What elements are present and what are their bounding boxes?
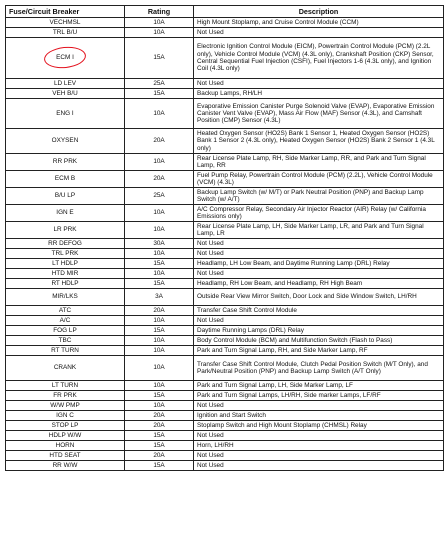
table-row — [6, 346, 444, 356]
fuse-description: Not Used — [194, 461, 444, 471]
fuse-description: Headlamp, RH Low Beam, and Headlamp, RH High Beam — [194, 279, 444, 289]
fuse-description: Backup Lamp Switch (w/ M/T) or Park Neutral Position (PNP) and Backup Lamp Switch (w/ A/T) — [194, 188, 444, 205]
fuse-description: Daytime Running Lamps (DRL) Relay — [194, 326, 444, 336]
fuse-description: Ignition and Start Switch — [194, 411, 444, 421]
table-row — [6, 99, 444, 129]
fuse-description: A/C Compressor Relay, Secondary Air Injector Reactor (AIR) Relay (w/ California Emissions only) — [194, 205, 444, 222]
table-row — [6, 381, 444, 391]
fuse-rating: 10A — [125, 205, 194, 222]
table-row — [6, 289, 444, 306]
header-description: Description — [194, 6, 444, 18]
fuse-name: TRL B/U — [6, 28, 125, 38]
table-row — [6, 411, 444, 421]
fuse-name: W/W PMP — [6, 401, 125, 411]
fuse-name-circled — [56, 54, 74, 61]
fuse-name: HDLP W/W — [6, 431, 125, 441]
fuse-name: ECM B — [6, 171, 125, 188]
fuse-description: Not Used — [194, 249, 444, 259]
fuse-rating: 25A — [125, 188, 194, 205]
fuse-description: Transfer Case Shift Control Module — [194, 306, 444, 316]
fuse-name: RR W/W — [6, 461, 125, 471]
fuse-description: High Mount Stoplamp, and Cruise Control Module (CCM) — [194, 18, 444, 28]
table-row — [6, 461, 444, 471]
fuse-table-body — [6, 18, 444, 471]
fuse-rating: 20A — [125, 171, 194, 188]
fuse-rating: 25A — [125, 79, 194, 89]
table-row — [6, 391, 444, 401]
fuse-name: ATC — [6, 306, 125, 316]
table-row — [6, 451, 444, 461]
table-row — [6, 239, 444, 249]
fuse-rating: 15A — [125, 326, 194, 336]
fuse-name: A/C — [6, 316, 125, 326]
fuse-description: Heated Oxygen Sensor (HO2S) Bank 1 Sensor 1, Heated Oxygen Sensor (HO2S) Bank 1 Sensor 2 (4.3L only), Heated Oxygen Sensor (HO2S) Bank 2 Sensor 1 (4.3L only) — [194, 129, 444, 154]
fuse-description: Park and Turn Signal Lamp, LH, Side Marker Lamp, LF — [194, 381, 444, 391]
fuse-name: HTD SEAT — [6, 451, 125, 461]
fuse-description: Not Used — [194, 269, 444, 279]
fuse-rating: 15A — [125, 441, 194, 451]
fuse-description: Park and Turn Signal Lamp, RH, and Side Marker Lamp, RF — [194, 346, 444, 356]
fuse-name-cell — [6, 38, 125, 79]
fuse-description: Rear License Plate Lamp, LH, Side Marker Lamp, LR, and Park and Turn Signal Lamp, LR — [194, 222, 444, 239]
table-row — [6, 336, 444, 346]
table-row — [6, 38, 444, 79]
fuse-rating: 10A — [125, 356, 194, 381]
fuse-rating: 15A — [125, 431, 194, 441]
fuse-rating: 15A — [125, 89, 194, 99]
fuse-table — [5, 5, 444, 471]
fuse-description: Backup Lamps, RH/LH — [194, 89, 444, 99]
fuse-rating: 10A — [125, 316, 194, 326]
table-row — [6, 79, 444, 89]
table-row — [6, 356, 444, 381]
table-row — [6, 441, 444, 451]
table-row — [6, 249, 444, 259]
fuse-description: Not Used — [194, 79, 444, 89]
fuse-rating: 10A — [125, 18, 194, 28]
fuse-description: Park and Turn Signal Lamps, LH/RH, Side marker Lamps, LF/RF — [194, 391, 444, 401]
fuse-rating: 3A — [125, 289, 194, 306]
fuse-description: Evaporative Emission Canister Purge Solenoid Valve (EVAP), Evaporative Emission Canister Vent Valve (EVAP), Mass Air Flow (MAF) Sensor (4.3L), and Camshaft Position (CMP) Sensor (4.3L) — [194, 99, 444, 129]
fuse-name: HORN — [6, 441, 125, 451]
table-row — [6, 129, 444, 154]
fuse-name: ECM I — [56, 54, 74, 62]
fuse-description: Transfer Case Shift Control Module, Clutch Pedal Position Switch (M/T Only), and Park/Neutral Position (PNP) and Backup Lamp Switch (A/T Only) — [194, 356, 444, 381]
table-row — [6, 316, 444, 326]
fuse-name: IGN C — [6, 411, 125, 421]
table-row — [6, 222, 444, 239]
table-row — [6, 421, 444, 431]
fuse-table-sheet — [5, 5, 443, 471]
header-fuse-circuit-breaker: Fuse/Circuit Breaker — [6, 6, 125, 18]
table-row — [6, 89, 444, 99]
table-row — [6, 171, 444, 188]
table-row — [6, 279, 444, 289]
fuse-name: RR DEFOG — [6, 239, 125, 249]
table-row — [6, 431, 444, 441]
table-row — [6, 205, 444, 222]
fuse-description: Not Used — [194, 28, 444, 38]
fuse-rating: 10A — [125, 346, 194, 356]
fuse-rating: 10A — [125, 269, 194, 279]
fuse-rating: 10A — [125, 154, 194, 171]
fuse-name: LT TURN — [6, 381, 125, 391]
table-row — [6, 259, 444, 269]
fuse-rating: 10A — [125, 401, 194, 411]
fuse-rating: 10A — [125, 336, 194, 346]
table-row — [6, 188, 444, 205]
fuse-description: Not Used — [194, 239, 444, 249]
fuse-name: VECHMSL — [6, 18, 125, 28]
fuse-rating: 10A — [125, 249, 194, 259]
fuse-description: Not Used — [194, 431, 444, 441]
fuse-name: VEH B/U — [6, 89, 125, 99]
fuse-rating: 10A — [125, 381, 194, 391]
fuse-name: FOG LP — [6, 326, 125, 336]
fuse-name: RT HDLP — [6, 279, 125, 289]
fuse-name: RT TURN — [6, 346, 125, 356]
table-row — [6, 306, 444, 316]
fuse-rating: 20A — [125, 421, 194, 431]
fuse-description: Outside Rear View Mirror Switch, Door Lock and Side Window Switch, LH/RH — [194, 289, 444, 306]
header-row — [6, 6, 444, 18]
table-row — [6, 401, 444, 411]
table-row — [6, 269, 444, 279]
fuse-description: Rear License Plate Lamp, RH, Side Marker Lamp, RR, and Park and Turn Signal Lamp, RR — [194, 154, 444, 171]
fuse-rating: 20A — [125, 411, 194, 421]
fuse-description: Stoplamp Switch and High Mount Stoplamp (CHMSL) Relay — [194, 421, 444, 431]
fuse-name: RR PRK — [6, 154, 125, 171]
fuse-rating: 15A — [125, 461, 194, 471]
fuse-description: Horn, LH/RH — [194, 441, 444, 451]
fuse-description: Not Used — [194, 316, 444, 326]
fuse-description: Fuel Pump Relay, Powertrain Control Module (PCM) (2.2L), Vehicle Control Module (VCM) (4.3L) — [194, 171, 444, 188]
table-row — [6, 18, 444, 28]
table-row — [6, 28, 444, 38]
fuse-name: MIR/LKS — [6, 289, 125, 306]
fuse-rating: 15A — [125, 259, 194, 269]
fuse-name: FR PRK — [6, 391, 125, 401]
fuse-name: LD LEV — [6, 79, 125, 89]
fuse-rating: 30A — [125, 239, 194, 249]
fuse-name: IGN E — [6, 205, 125, 222]
header-rating: Rating — [125, 6, 194, 18]
table-row — [6, 154, 444, 171]
fuse-rating: 15A — [125, 279, 194, 289]
fuse-rating: 15A — [125, 391, 194, 401]
fuse-description: Not Used — [194, 451, 444, 461]
fuse-table-head — [6, 6, 444, 18]
fuse-rating: 20A — [125, 306, 194, 316]
fuse-name: CRANK — [6, 356, 125, 381]
fuse-rating: 20A — [125, 451, 194, 461]
fuse-name: LR PRK — [6, 222, 125, 239]
fuse-rating: 15A — [125, 38, 194, 79]
fuse-rating: 10A — [125, 222, 194, 239]
fuse-description: Body Control Module (BCM) and Multifunction Switch (Flash to Pass) — [194, 336, 444, 346]
fuse-name: TRL PRK — [6, 249, 125, 259]
fuse-name: STOP LP — [6, 421, 125, 431]
fuse-rating: 20A — [125, 129, 194, 154]
fuse-description: Headlamp, LH Low Beam, and Daytime Running Lamp (DRL) Relay — [194, 259, 444, 269]
fuse-name: B/U LP — [6, 188, 125, 205]
fuse-name: OXYSEN — [6, 129, 125, 154]
fuse-name: HTD MIR — [6, 269, 125, 279]
fuse-description: Not Used — [194, 401, 444, 411]
fuse-name: TBC — [6, 336, 125, 346]
fuse-rating: 10A — [125, 99, 194, 129]
fuse-name: ENG I — [6, 99, 125, 129]
table-row — [6, 326, 444, 336]
fuse-description: Electronic Ignition Control Module (EICM), Powertrain Control Module (PCM) (2.2L only), Vehicle Control Module (VCM) (4.3L only), Crankshaft Position (CKP) Sensor, Central Sequential Fuel Injection (CSFI), Fuel Injectors 1-6 (4.3L only), and Ignition Coil (4.3L only) — [194, 38, 444, 79]
fuse-name: LT HDLP — [6, 259, 125, 269]
fuse-rating: 10A — [125, 28, 194, 38]
